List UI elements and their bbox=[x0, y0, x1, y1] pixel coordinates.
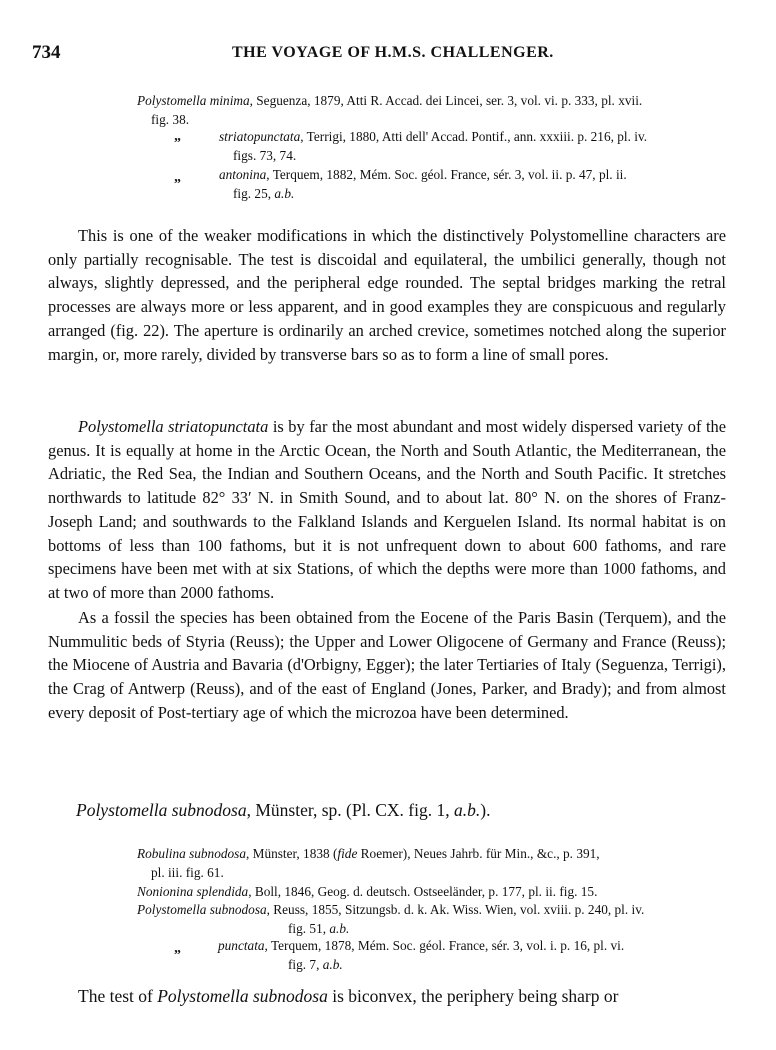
species-heading: Polystomella subnodosa, Münster, sp. (Pl. CX. fig. 1, a.b.). bbox=[76, 800, 491, 820]
ditto-mark: „ bbox=[174, 129, 181, 144]
body-paragraph: As a fossil the species has been obtained from the Eocene of the Paris Basin (Terquem), and the Nummulitic beds of Styria (Reuss); the Upper and Lower Oligocene of Germany and France (Reuss); the Miocene of Austria and Bavaria (d'Orbigny, Egger); the later Tertiaries of Italy (Seguenza, Terrigi), the Crag of Antwerp (Reuss), and of the east of England (Jones, Parker, and Brady); and from almost every deposit of Post-tertiary age of which the microzoa have been determined. bbox=[48, 608, 726, 722]
synonymy-entry: Polystomella subnodosa, Reuss, 1855, Sitzungsb. d. k. Ak. Wiss. Wien, vol. xviii. p. 240, pl. iv. fig. 51, a.b. bbox=[137, 902, 645, 936]
running-title: THE VOYAGE OF H.M.S. CHALLENGER. bbox=[232, 44, 554, 61]
synonymy-entry: Polystomella minima, Seguenza, 1879, Atti R. Accad. dei Lincei, ser. 3, vol. vi. p. 333, pl. xvii. fig. 38. bbox=[137, 93, 643, 127]
body-paragraph: Polystomella striatopunctata is by far the most abundant and most widely dispersed variety of the genus. It is equally at home in the Arctic Ocean, the North and South Atlantic, the Mediterranean, the Adriatic, the Red Sea, the Indian and Southern Oceans, and the North and South Pacific. It stretches northwards to latitude 82° 33′ N. in Smith Sound, and to about lat. 80° N. on the shores of Franz-Joseph Land; and southwards to the Falkland Islands and Kerguelen Island. Its normal habitat is on bottoms of less than 100 fathoms, but it is not unfrequent down to about 600 fathoms, and rare specimens have been met with at six Stations, of which the depths were more than 1000 fathoms, and at two of more than 2000 fathoms. bbox=[48, 417, 726, 602]
ditto-mark: „ bbox=[174, 170, 181, 185]
synonymy-entry: striatopunctata, Terrigi, 1880, Atti dell' Accad. Pontif., ann. xxxiii. p. 216, pl. iv. figs. 73, 74. bbox=[219, 129, 648, 163]
page-number: 734 bbox=[32, 42, 61, 63]
ditto-mark: „ bbox=[174, 941, 181, 956]
synonymy-entry: Nonionina splendida, Boll, 1846, Geog. d. deutsch. Ostseeländer, p. 177, pl. ii. fig. 15. bbox=[137, 884, 598, 899]
body-paragraph: The test of Polystomella subnodosa is biconvex, the periphery being sharp or bbox=[78, 986, 619, 1006]
synonymy-entry: antonina, Terquem, 1882, Mém. Soc. géol. France, sér. 3, vol. ii. p. 47, pl. ii. fig. 25, a.b. bbox=[219, 167, 627, 201]
body-paragraph: This is one of the weaker modifications in which the distinctively Polystomelline characters are only partially recognisable. The test is discoidal and equilateral, the umbilici generally, though not always, slightly depressed, and the peripheral edge rounded. The septal bridges marking the retral processes are always more or less apparent, and in good examples they are conspicuous and regularly arranged (fig. 22). The aperture is ordinarily an arched crevice, sometimes notched along the superior margin, or, more rarely, divided by transverse bars so as to form a line of small pores. bbox=[48, 226, 726, 364]
synonymy-entry: punctata, Terquem, 1878, Mém. Soc. géol. France, sér. 3, vol. i. p. 16, pl. vi. fig. 7, a.b. bbox=[218, 938, 625, 972]
synonymy-entry: Robulina subnodosa, Münster, 1838 (fide Roemer), Neues Jahrb. für Min., &c., p. 391, pl. iii. fig. 61. bbox=[137, 846, 600, 880]
